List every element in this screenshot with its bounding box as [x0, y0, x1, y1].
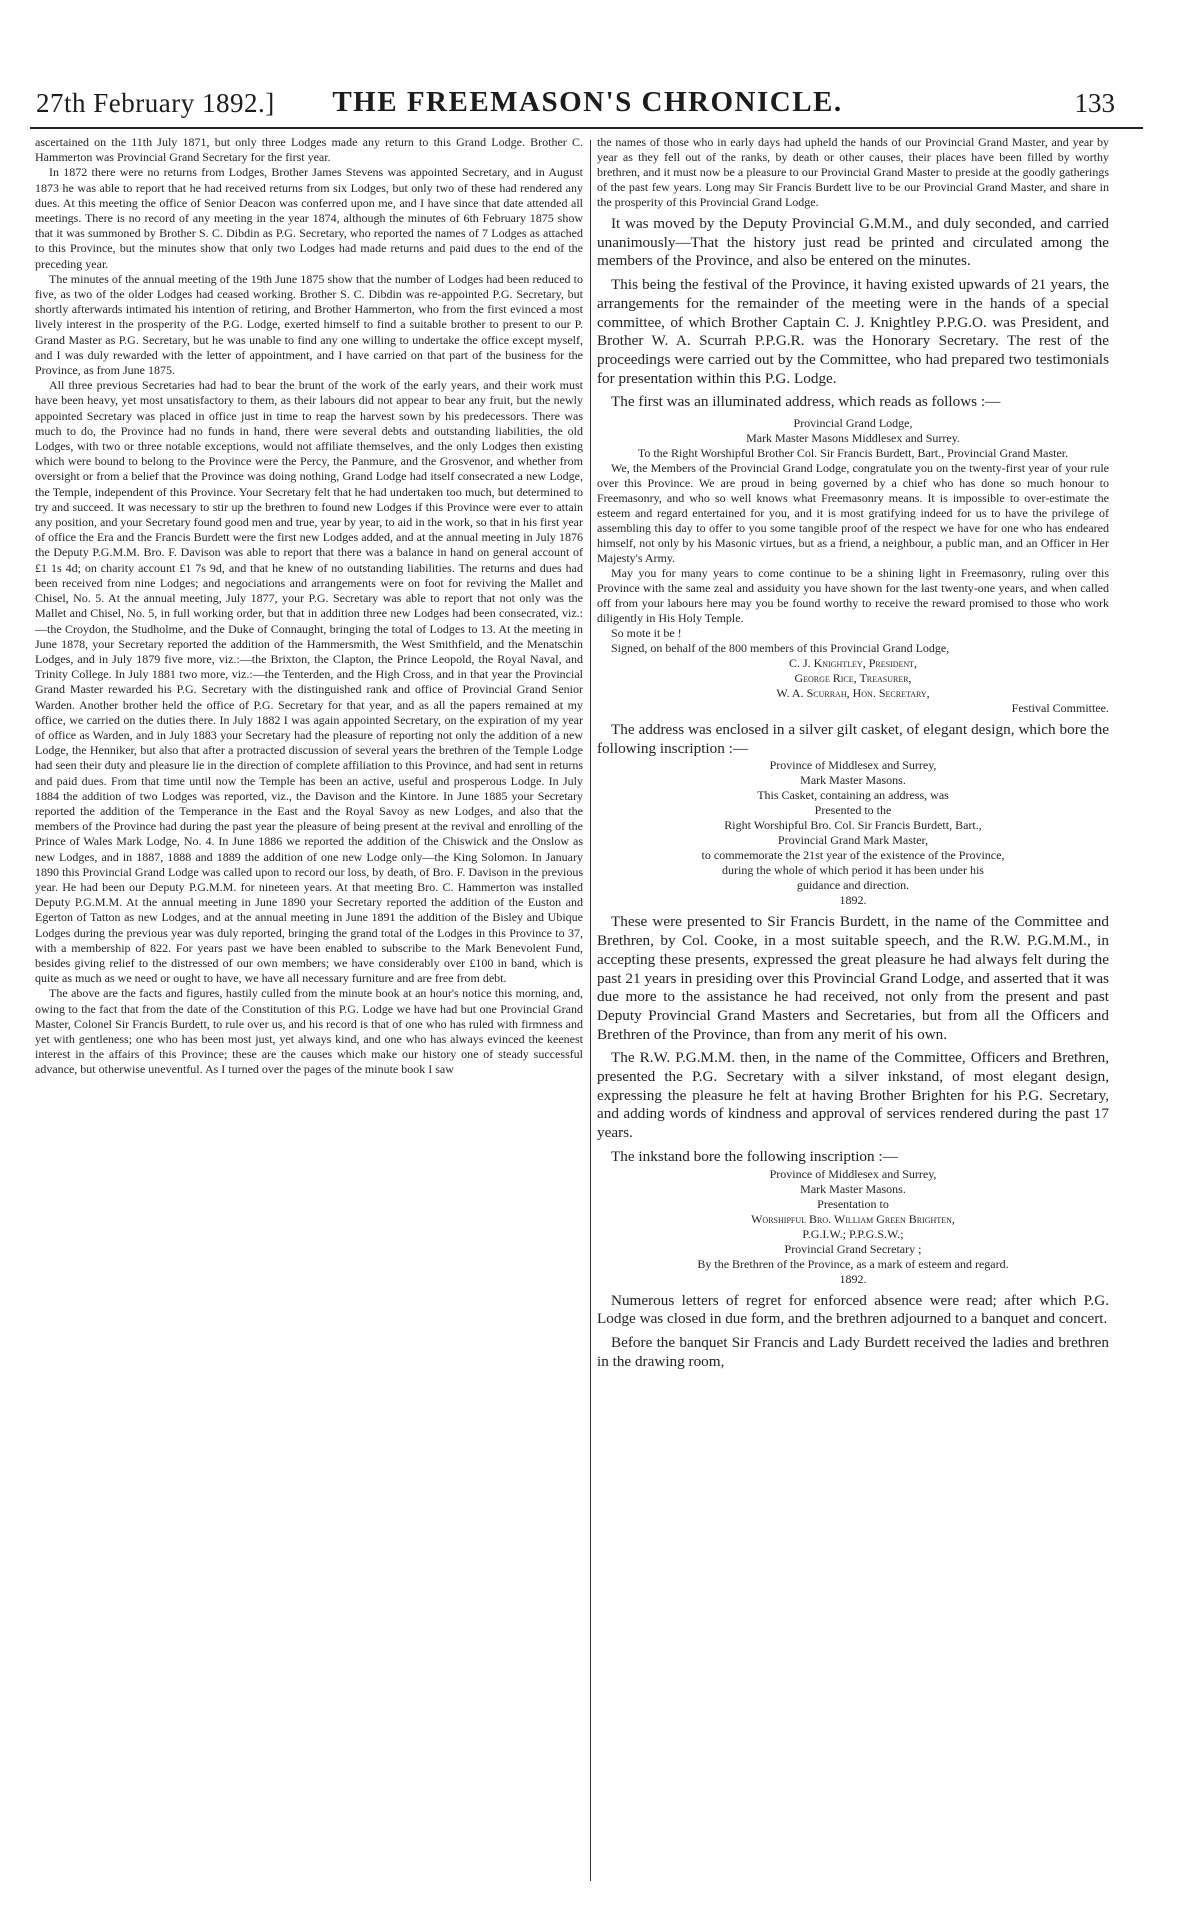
inscription-line: Mark Master Masons.: [800, 1181, 906, 1196]
inscription-line: 1892.: [839, 893, 867, 908]
masthead: [20, 80, 1155, 134]
column-divider: [590, 140, 591, 1881]
inscription-line: P.G.I.W.; P.P.G.S.W.;: [802, 1226, 904, 1241]
inscription-line: Province of Middlesex and Surrey,: [769, 758, 937, 773]
issue-date: 27th February 1892.]: [36, 88, 275, 118]
paragraph: the names of those who in early days had upheld the hands of our Provincial Grand Master, and year by year as they fell out of the ranks, by death or other causes, their places have been filled by worthy brethren, and it must now be a pleasure to our Provincial Grand Master to preside at the goodly gatherings of the past few years. Long may Sir Francis Burdett live to be our Provincial Grand Master, and share in the prosperity of this Provincial Grand Lodge.: [597, 135, 1109, 209]
inscription-line: Worshipful Bro. William Green Brighten,: [751, 1211, 955, 1226]
paragraph: These were presented to Sir Francis Burdett, in the name of the Committee and Brethren, by Col. Cooke, in a most suitable speech, and the R.W. P.G.M.M., in accepting these presents, expressed the great pleasure he had always felt during the past 21 years in presiding over this Provincial Grand Lodge, and asserted that it was due more to the assistance he had received, not only from the present and past Deputy Provincial Grand Masters and Secretaries, but from all the Officers and Brethren of the Province, than from any merit of his own.: [597, 913, 1109, 1043]
newspaper-title: THE FREEMASON'S CHRONICLE.: [332, 86, 843, 118]
paragraph: This being the festival of the Province, it having existed upwards of 21 years, the arrangements for the remainder of the meeting were in the hands of a special committee, of which Brother Captain C. J. Knightley P.P.G.O. was President, and Brother W. A. Scurrah P.P.G.R. was the Honorary Secretary. The rest of the proceedings were carried out by the Committee, who had prepared two testimonials for presentation within this P.G. Lodge.: [597, 276, 1109, 387]
address-salutation: To the Right Worshipful Brother Col. Sir Francis Burdett, Bart., Provincial Grand Master.: [637, 446, 1069, 461]
paragraph: The R.W. P.G.M.M. then, in the name of the Committee, Officers and Brethren, presented the P.G. Secretary with a silver inkstand, of most elegant design, expressing the pleasure he felt at having Brother Brighten for his P.G. Secretary, and adding words of kindness and approval of services rendered during the past 17 years.: [597, 1049, 1109, 1142]
paragraph: The minutes of the annual meeting of the 19th June 1875 show that the number of Lodges had been reduced to five, as two of the older Lodges had ceased working. Brother S. C. Dibdin was re-appointed P.G. Secretary, but shortly afterwards intimated his intention of retiring, and Brother Hammerton, who from the first evinced a most lively interest in the prosperity of the P.G. Lodge, exerted himself to find a suitable brother to present to our P. Grand Master as P.G. Secretary, but he was unable to find any one willing to undertake the office except myself, and I was duly rewarded with the letter of appointment, and I have carried on that part of the business for the Province, as from June 1875.: [35, 271, 583, 378]
address-heading: Provincial Grand Lodge,: [793, 416, 913, 431]
signatory: C. J. Knightley, President,: [788, 656, 918, 671]
paragraph: In 1872 there were no returns from Lodges, Brother James Stevens was appointed Secretary, and in August 1873 he was able to report that he had received returns from six Lodges, but only two of these had rendered any dues. At this meeting the office of Senior Deacon was conferred upon me, and I have since that date attended all meetings. There is no record of any meeting in the year 1874, although the minutes of 6th February 1875 show that it was summoned by Brother S. C. Dibdin as P.G. Secretary, who reported the names of 7 Lodges as attached to this Province, but the minutes show that only two Lodges had made returns and paid dues to the end of the preceding year.: [35, 165, 583, 271]
paragraph: Numerous letters of regret for enforced absence were read; after which P.G. Lodge was closed in due form, and the brethren adjourned to a banquet and concert.: [597, 1291, 1109, 1328]
inkstand-inscription: [597, 1167, 1109, 1287]
inscription-line: Presentation to: [817, 1196, 889, 1211]
inscription-line: Mark Master Masons.: [800, 773, 906, 788]
address-heading: Mark Master Masons Middlesex and Surrey.: [746, 431, 960, 446]
inscription-line: Provincial Grand Mark Master,: [777, 833, 929, 848]
masthead-rule: [30, 127, 1143, 129]
left-column: [35, 135, 583, 1886]
paragraph: The inkstand bore the following inscription :—: [611, 1147, 898, 1165]
inscription-line: guidance and direction.: [796, 878, 910, 893]
page-number: 133: [1074, 88, 1115, 118]
inscription-line: Provincial Grand Secretary ;: [784, 1241, 922, 1256]
signatory: Festival Committee.: [1011, 701, 1109, 716]
signatory: W. A. Scurrah, Hon. Secretary,: [776, 686, 930, 701]
address-body: May you for many years to come continue to be a shining light in Freemasonry, ruling over this Province with the same zeal and assiduity you have shown for the last twenty-one years, and when called off from your labours here may you be found worthy to receive the reward promised to those who work diligently in His Holy Temple.: [597, 566, 1109, 626]
paragraph: It was moved by the Deputy Provincial G.M.M., and duly seconded, and carried unanimously—That the history just read be printed and circulated among the members of the Province, and also be entered on the minutes.: [597, 215, 1109, 270]
address-signed: Signed, on behalf of the 800 members of this Provincial Grand Lodge,: [611, 641, 950, 656]
inscription-line: This Casket, containing an address, was: [757, 788, 949, 803]
inscription-line: Right Worshipful Bro. Col. Sir Francis Burdett, Bart.,: [724, 818, 982, 833]
signatory: George Rice, Treasurer,: [794, 671, 912, 686]
inscription-line: By the Brethren of the Province, as a mark of esteem and regard.: [697, 1256, 1009, 1271]
right-column: [597, 135, 1109, 1886]
paragraph: ascertained on the 11th July 1871, but only three Lodges made any return to this Grand Lodge. Brother C. Hammerton was Provincial Grand Secretary for the first year.: [35, 135, 583, 165]
inscription-line: to commemorate the 21st year of the existence of the Province,: [701, 848, 1005, 863]
paragraph: Before the banquet Sir Francis and Lady Burdett received the ladies and brethren in the drawing room,: [597, 1333, 1109, 1370]
paragraph: All three previous Secretaries had had to bear the brunt of the work of the early years, and their work must have been heavy, yet most unsatisfactory to them, as their labours did not appear to bear any fruit, but the newly appointed Secretary was placed in office just in time to reap the harvest sown by his predecessors. There was much to do, the Province had no funds in hand, there were several debts and outstanding liabilities, the old Lodges, with two or three notable exceptions, would not affiliate themselves, and the only Lodges then existing which were bound to belong to the Province were the Percy, the Panmure, and the Grosvenor, and whether from oversight or from a belief that the Province was doing nothing, Grand Lodge had itself consecrated a new Lodge, the Temple, independent of this Province. Your Secretary felt that he had undertaken too much, but determined to try and succeed. It was necessary to stir up the brethren to found new Lodges if this Province were ever to attain any position, and your Secretary found good men and true, year by year, to aid in the work, so that in his first year of office the Era and the Francis Burdett were the first new Lodges added, and at the annual meeting in July 1876 the Deputy P.G.M.M. Bro. F. Davison was able to report that there was a balance in hand on general account of £1 1s 4d; on charity account £1 7s 9d, and that he knew of no outstanding liabilities. The returns and dues had been received from nine Lodges; and negociations and arrangements were on foot for reviving the Mallet and Chisel, No. 5. At the annual meeting, July 1877, your P.G. Secretary was able to report that not only was the Mallet and Chisel, No. 5, in full working order, but that in addition three new Lodges had been consecrated, viz.:—the Croydon, the Studholme, and the Duke of Connaught, bringing the total of Lodges to 13. At the meeting in June 1878, your Secretary reported the addition of the Hammersmith, the West Smithfield, and the Menatschin Lodges, and in July 1879 five more, viz.:—the Brixton, the Clapton, the Prince Leopold, the Royal Naval, and Trinity College. In July 1881 two more, viz.:—the Tenterden, and the High Cross, and in that year the Provincial Grand Master rewarded his P.G. Secretary with the distinguished rank and office of Provincial Grand Senior Warden. Another brother held the office of P.G. Secretary for that year, and as all the papers remained at my office, we carried on the duties there. In July 1882 I was again appointed Secretary, on the expiration of my year of office as Warden, and in July 1883 your Secretary had the pleasure of reporting not only the addition of a new Lodge, the Henniker, but also that after a protracted discussion of several years the brethren of the Temple Lodge had seen their duty and pleasure lie in the direction of complete affiliation to this Province, and had sent in returns and paid dues. From that time until now the Temple has been an active, useful and prosperous Lodge. In July 1884 the addition of two Lodges was reported, viz., the Davison and the Kintore. In June 1885 your Secretary reported the addition of the Temperance in the East and the Royal Savoy as new Lodges, and also that the members of the Province had during the past year the pleasure of being present at the revival and enrolling of the Prince of Wales Mark Lodge, No. 4. In June 1886 we reported the addition of the Chiswick and the Onslow as new Lodges, and in 1887, 1888 and 1889 the addition of one new Lodge only—the King Solomon. In January 1890 this Provincial Grand Lodge was called upon to record our loss, by death, of Bro. F. Davison in the previous year. He had been our Deputy P.G.M.M. for nineteen years. At that meeting Bro. C. Hammerton was installed Deputy P.G.M.M. At the annual meeting in June 1890 your Secretary reported the addition of the Euston and Egerton of Tatton as new Lodges, and at the annual meeting in June 1891 the addition of the Bisley and Ubique Lodges during the previous year was duly reported, bringing the grand total of the Lodges in this Province to 37, with a membership of 822. For years past we have been enabled to subscribe to the Mark Benevolent Fund, besides giving relief to the distressed of our own members; we have considerably over £100 in band, which is quite as much as we need or ought to have, we have all necessary furniture and are free from debt.: [35, 378, 583, 986]
inscription-line: Province of Middlesex and Surrey,: [769, 1166, 937, 1181]
paragraph: The above are the facts and figures, hastily culled from the minute book at an hour's notice this morning, and, owing to the fact that from the date of the Constitution of this P.G. Lodge we have had but one Provincial Grand Master, Colonel Sir Francis Burdett, to rule over us, and his record is that of one who has ruled with firmness and yet with gentleness; one who has been most just, yet always kind, and one who has always evinced the keenest interest in the affairs of this Province; these are the causes which make our history one of steady successful advance, but otherwise uneventful. As I turned over the pages of the minute book I saw: [35, 986, 583, 1077]
paragraph: The address was enclosed in a silver gilt casket, of elegant design, which bore the following inscription :—: [597, 721, 1109, 757]
address-closing: So mote it be !: [611, 626, 682, 641]
inscription-line: Presented to the: [814, 803, 892, 818]
inscription-line: during the whole of which period it has been under his: [722, 863, 984, 878]
paragraph: The first was an illuminated address, which reads as follows :—: [611, 393, 1001, 411]
casket-inscription: [597, 758, 1109, 908]
inscription-line: 1892.: [839, 1271, 867, 1286]
illuminated-address: [597, 416, 1109, 716]
address-body: We, the Members of the Provincial Grand Lodge, congratulate you on the twenty-first year of your rule over this Province. We are proud in being governed by a chief who has done so much honour to Freemasonry, and who so well knows what Freemasonry means. It is impossible to over-estimate the esteem and regard entertained for you, and it is most gratifying indeed for us to have the privilege of assembling this day to offer to you some tangible proof of the respect we have for one who has endeared himself, not only by his Masonic virtues, but as a friend, a neighbour, a public man, and an Officer in Her Majesty's Army.: [597, 461, 1109, 566]
